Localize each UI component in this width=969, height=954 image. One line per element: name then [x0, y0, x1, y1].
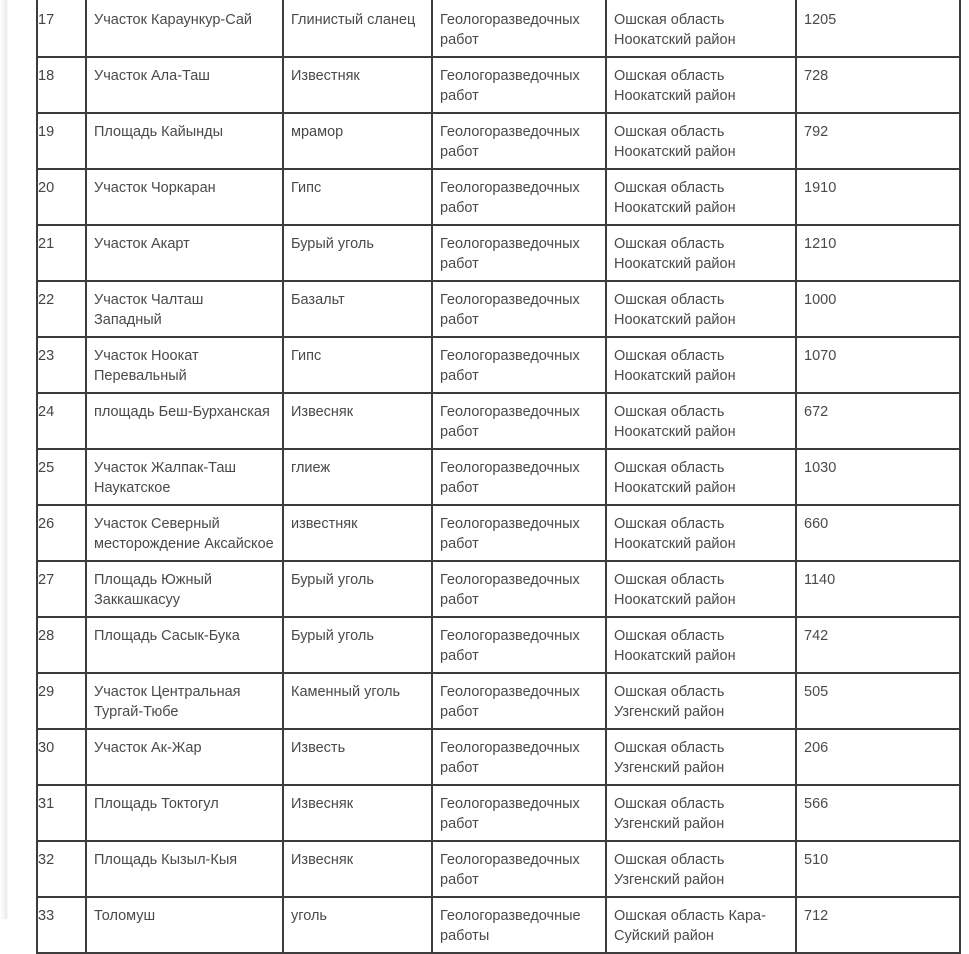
site-name-cell: Участок Ноокат Перевальный	[86, 337, 283, 393]
row-number-cell: 22	[37, 281, 86, 337]
row-number-cell: 24	[37, 393, 86, 449]
purpose-cell: Геологоразведочных работ	[432, 449, 606, 505]
table-row	[37, 505, 960, 561]
area-value-cell: 1000	[796, 281, 960, 337]
area-value-cell: 1210	[796, 225, 960, 281]
location-cell: Ошская область Ноокатский район	[606, 617, 796, 673]
row-number-cell: 19	[37, 113, 86, 169]
site-name-cell: Участок Жалпак-Таш Наукатское	[86, 449, 283, 505]
purpose-cell: Геологоразведочных работ	[432, 393, 606, 449]
row-number-cell: 28	[37, 617, 86, 673]
location-cell: Ошская область Узгенский район	[606, 673, 796, 729]
site-name-cell: Участок Чоркаран	[86, 169, 283, 225]
site-name-cell: Площадь Кайынды	[86, 113, 283, 169]
location-cell: Ошская область Ноокатский район	[606, 169, 796, 225]
table-row	[37, 57, 960, 113]
table-row	[37, 281, 960, 337]
table-row	[37, 393, 960, 449]
purpose-cell: Геологоразведочные работы	[432, 897, 606, 953]
site-name-cell: Участок Центральная Тургай-Тюбе	[86, 673, 283, 729]
area-value-cell: 1910	[796, 169, 960, 225]
location-cell: Ошская область Узгенский район	[606, 729, 796, 785]
row-number-cell: 27	[37, 561, 86, 617]
row-number-cell: 33	[37, 897, 86, 953]
table-row	[37, 0, 960, 57]
location-cell: Ошская область Ноокатский район	[606, 0, 796, 57]
site-name-cell: Площадь Южный Заккашкасуу	[86, 561, 283, 617]
mineral-cell: Бурый уголь	[283, 225, 432, 281]
row-number-cell: 20	[37, 169, 86, 225]
purpose-cell: Геологоразведочных работ	[432, 57, 606, 113]
site-name-cell: Площадь Сасык-Бука	[86, 617, 283, 673]
row-number-cell: 31	[37, 785, 86, 841]
area-value-cell: 1205	[796, 0, 960, 57]
row-number-cell: 29	[37, 673, 86, 729]
table-row	[37, 785, 960, 841]
mineral-cell: Базальт	[283, 281, 432, 337]
table-row	[37, 617, 960, 673]
site-name-cell: Площадь Кызыл-Кыя	[86, 841, 283, 897]
site-name-cell: Участок Акарт	[86, 225, 283, 281]
table-row	[37, 337, 960, 393]
location-cell: Ошская область Ноокатский район	[606, 393, 796, 449]
mineral-cell: Каменный уголь	[283, 673, 432, 729]
area-value-cell: 712	[796, 897, 960, 953]
purpose-cell: Геологоразведочных работ	[432, 561, 606, 617]
table-row	[37, 673, 960, 729]
area-value-cell: 1070	[796, 337, 960, 393]
row-number-cell: 25	[37, 449, 86, 505]
area-value-cell: 792	[796, 113, 960, 169]
location-cell: Ошская область Ноокатский район	[606, 337, 796, 393]
area-value-cell: 510	[796, 841, 960, 897]
location-cell: Ошская область Ноокатский район	[606, 505, 796, 561]
table-row	[37, 449, 960, 505]
purpose-cell: Геологоразведочных работ	[432, 785, 606, 841]
table-row	[37, 225, 960, 281]
location-cell: Ошская область Кара-Суйский район	[606, 897, 796, 953]
purpose-cell: Геологоразведочных работ	[432, 0, 606, 57]
row-number-cell: 32	[37, 841, 86, 897]
site-name-cell: Площадь Токтогул	[86, 785, 283, 841]
license-table	[36, 0, 961, 954]
site-name-cell: Участок Чалташ Западный	[86, 281, 283, 337]
table-row	[37, 113, 960, 169]
mineral-cell: мрамор	[283, 113, 432, 169]
site-name-cell: Участок Северный месторождение Аксайское	[86, 505, 283, 561]
area-value-cell: 1030	[796, 449, 960, 505]
location-cell: Ошская область Ноокатский район	[606, 57, 796, 113]
row-number-cell: 26	[37, 505, 86, 561]
purpose-cell: Геологоразведочных работ	[432, 337, 606, 393]
purpose-cell: Геологоразведочных работ	[432, 225, 606, 281]
mineral-cell: уголь	[283, 897, 432, 953]
license-table-body	[37, 0, 960, 953]
license-table-container	[36, 0, 961, 954]
area-value-cell: 206	[796, 729, 960, 785]
area-value-cell: 742	[796, 617, 960, 673]
location-cell: Ошская область Ноокатский район	[606, 225, 796, 281]
area-value-cell: 672	[796, 393, 960, 449]
mineral-cell: Гипс	[283, 169, 432, 225]
mineral-cell: Извесняк	[283, 841, 432, 897]
purpose-cell: Геологоразведочных работ	[432, 673, 606, 729]
row-number-cell: 23	[37, 337, 86, 393]
table-row	[37, 897, 960, 953]
location-cell: Ошская область Узгенский район	[606, 841, 796, 897]
area-value-cell: 660	[796, 505, 960, 561]
mineral-cell: Известь	[283, 729, 432, 785]
mineral-cell: Гипс	[283, 337, 432, 393]
mineral-cell: известняк	[283, 505, 432, 561]
location-cell: Ошская область Узгенский район	[606, 785, 796, 841]
row-number-cell: 17	[37, 0, 86, 57]
table-row	[37, 169, 960, 225]
row-number-cell: 18	[37, 57, 86, 113]
purpose-cell: Геологоразведочных работ	[432, 729, 606, 785]
purpose-cell: Геологоразведочных работ	[432, 281, 606, 337]
purpose-cell: Геологоразведочных работ	[432, 505, 606, 561]
site-name-cell: Участок Караункур-Сай	[86, 0, 283, 57]
area-value-cell: 566	[796, 785, 960, 841]
mineral-cell: Известняк	[283, 57, 432, 113]
row-number-cell: 21	[37, 225, 86, 281]
site-name-cell: Участок Ак-Жар	[86, 729, 283, 785]
purpose-cell: Геологоразведочных работ	[432, 113, 606, 169]
mineral-cell: Бурый уголь	[283, 561, 432, 617]
location-cell: Ошская область Ноокатский район	[606, 449, 796, 505]
mineral-cell: Извесняк	[283, 785, 432, 841]
site-name-cell: Толомуш	[86, 897, 283, 953]
mineral-cell: Глинистый сланец	[283, 0, 432, 57]
purpose-cell: Геологоразведочных работ	[432, 617, 606, 673]
purpose-cell: Геологоразведочных работ	[432, 841, 606, 897]
table-row	[37, 729, 960, 785]
location-cell: Ошская область Ноокатский район	[606, 561, 796, 617]
location-cell: Ошская область Ноокатский район	[606, 113, 796, 169]
area-value-cell: 728	[796, 57, 960, 113]
table-row	[37, 561, 960, 617]
site-name-cell: площадь Беш-Бурханская	[86, 393, 283, 449]
site-name-cell: Участок Ала-Таш	[86, 57, 283, 113]
purpose-cell: Геологоразведочных работ	[432, 169, 606, 225]
mineral-cell: глиеж	[283, 449, 432, 505]
page-edge-shadow	[0, 0, 8, 919]
mineral-cell: Бурый уголь	[283, 617, 432, 673]
mineral-cell: Извесняк	[283, 393, 432, 449]
area-value-cell: 1140	[796, 561, 960, 617]
row-number-cell: 30	[37, 729, 86, 785]
location-cell: Ошская область Ноокатский район	[606, 281, 796, 337]
area-value-cell: 505	[796, 673, 960, 729]
table-row	[37, 841, 960, 897]
